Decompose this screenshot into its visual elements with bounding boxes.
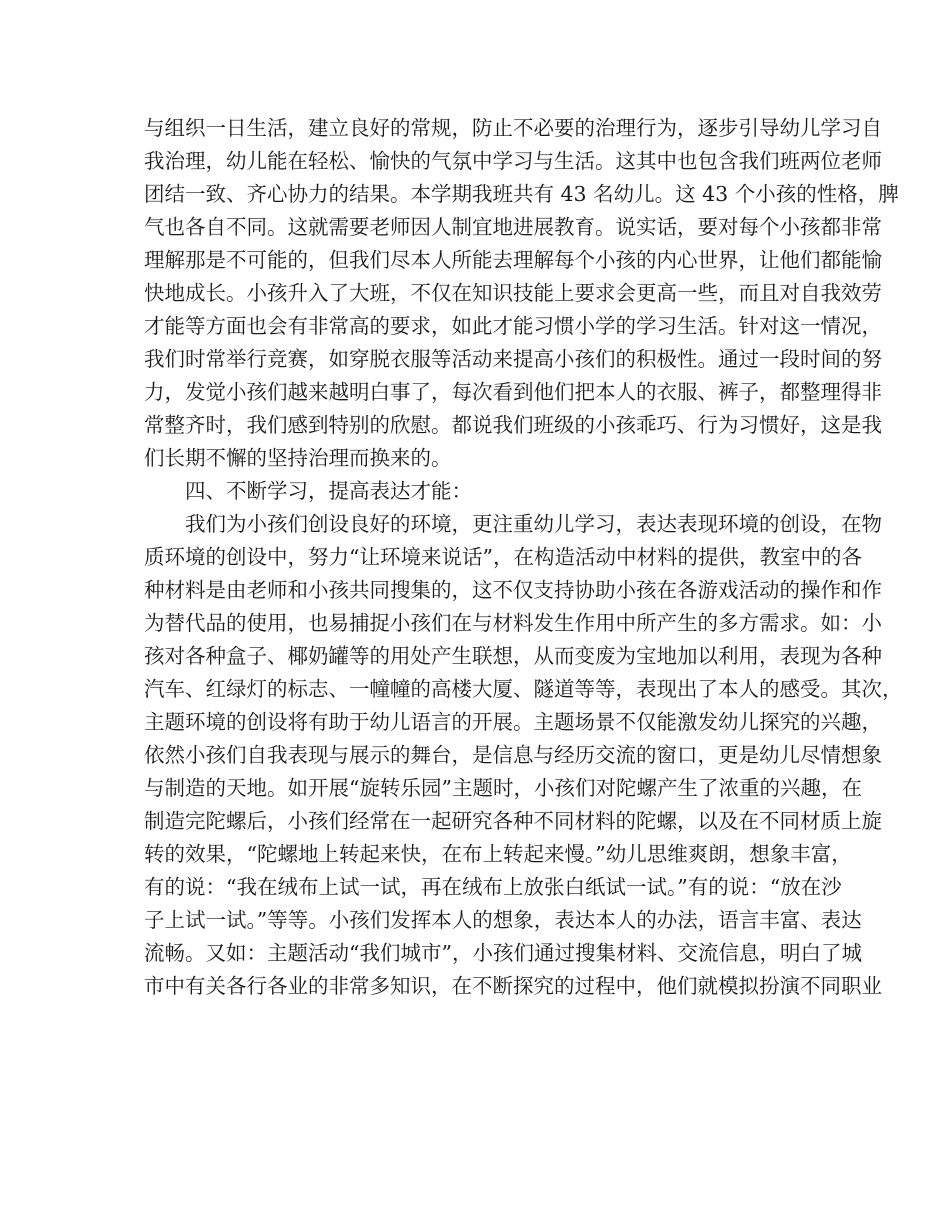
- text-line: 转的效果，“陀螺地上转起来快，在布上转起来慢。”幼儿思维爽朗，想象丰富，: [144, 842, 852, 866]
- text-line: 汽车、红绿灯的标志、一幢幢的高楼大厦、隧道等等，表现出了本人的感受。其次，: [144, 677, 903, 701]
- text-line: 有的说：“我在绒布上试一试，再在绒布上放张白纸试一试。”有的说：“放在沙: [144, 875, 842, 899]
- text-line: 我治理，幼儿能在轻松、愉快的气氛中学习与生活。这其中也包含我们班两位老师: [144, 149, 882, 173]
- text-line: 种材料是由老师和小孩共同搜集的，这不仅支持协助小孩在各游戏活动的操作和作: [144, 578, 882, 602]
- text-line: 为替代品的使用，也易捕捉小孩们在与材料发生作用中所产生的多方需求。如：小: [144, 611, 882, 635]
- text-line: 质环境的创设中，努力“让环境来说话”，在构造活动中材料的提供，教室中的各: [144, 545, 862, 569]
- text-line: 团结一致、齐心协力的结果。本学期我班共有 43 名幼儿。这 43 个小孩的性格，脾: [144, 182, 899, 206]
- text-line: 子上试一试。”等等。小孩们发挥本人的想象，表达本人的办法，语言丰富、表达: [144, 908, 862, 932]
- text-line: 与制造的天地。如开展“旋转乐园”主题时，小孩们对陀螺产生了浓重的兴趣，在: [144, 776, 862, 800]
- text-line: 制造完陀螺后，小孩们经常在一起研究各种不同材料的陀螺，以及在不同材质上旋: [144, 809, 882, 833]
- text-line: 主题环境的创设将有助于幼儿语言的开展。主题场景不仅能激发幼儿探究的兴趣，: [144, 710, 882, 734]
- text-line: 我们时常举行竞赛，如穿脱衣服等活动来提高小孩们的积极性。通过一段时间的努: [144, 347, 882, 371]
- text-line: 力，发觉小孩们越来越明白事了，每次看到他们把本人的衣服、裤子，都整理得非: [144, 380, 882, 404]
- text-line: 快地成长。小孩升入了大班，不仅在知识技能上要求会更高一些，而且对自我效劳: [144, 281, 882, 305]
- text-line: 们长期不懈的坚持治理而换来的。: [144, 446, 452, 470]
- text-line: 常整齐时，我们感到特别的欣慰。都说我们班级的小孩乖巧、行为习惯好，这是我: [144, 413, 882, 437]
- text-line: 我们为小孩们创设良好的环境，更注重幼儿学习，表达表现环境的创设，在物: [185, 512, 882, 536]
- text-line: 孩对各种盒子、椰奶罐等的用处产生联想，从而变废为宝地加以利用，表现为各种: [144, 644, 882, 668]
- text-line: 才能等方面也会有非常高的要求，如此才能习惯小学的学习生活。针对这一情况，: [144, 314, 882, 338]
- body-text: [144, 112, 903, 1003]
- section-heading: 四、不断学习，提高表达才能：: [185, 479, 472, 503]
- text-line: 与组织一日生活，建立良好的常规，防止不必要的治理行为，逐步引导幼儿学习自: [144, 116, 882, 140]
- text-line: 依然小孩们自我表现与展示的舞台，是信息与经历交流的窗口，更是幼儿尽情想象: [144, 743, 882, 767]
- text-line: 理解那是不可能的，但我们尽本人所能去理解每个小孩的内心世界，让他们都能愉: [144, 248, 882, 272]
- text-line: 气也各自不同。这就需要老师因人制宜地进展教育。说实话，要对每个小孩都非常: [144, 215, 882, 239]
- text-line: 市中有关各行各业的非常多知识，在不断探究的过程中，他们就模拟扮演不同职业: [144, 974, 882, 998]
- text-line: 流畅。又如：主题活动“我们城市”，小孩们通过搜集材料、交流信息，明白了城: [144, 941, 862, 965]
